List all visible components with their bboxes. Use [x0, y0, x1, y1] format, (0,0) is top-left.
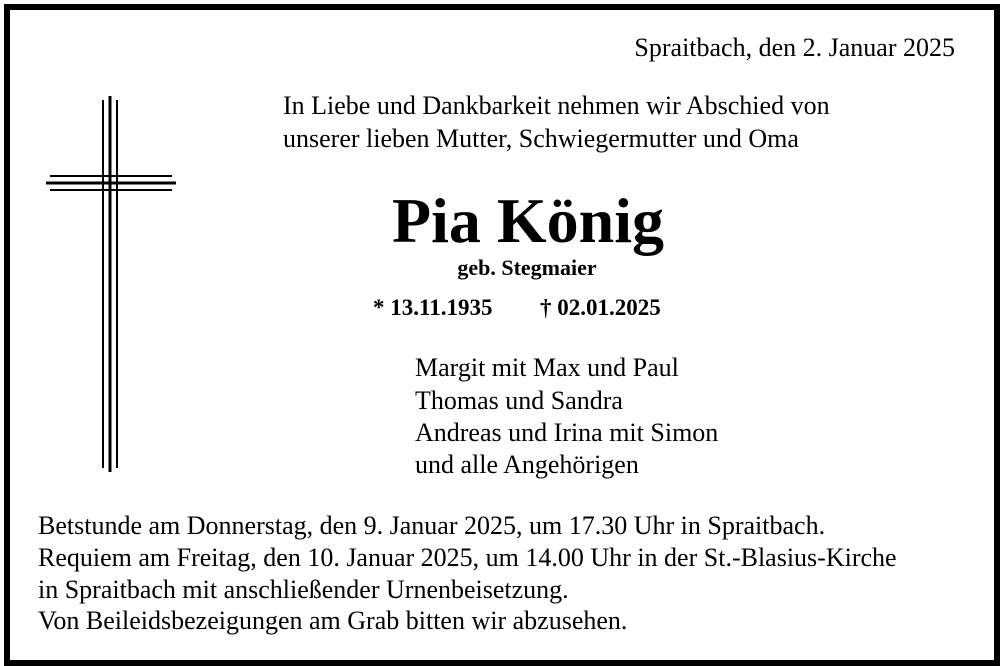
- mourner-line: Margit mit Max und Paul: [415, 353, 679, 382]
- deceased-name: Pia König: [391, 185, 665, 256]
- death-date: † 02.01.2025: [540, 295, 661, 320]
- cross-icon: [46, 96, 176, 476]
- intro-line: unserer lieben Mutter, Schwiegermutter und Oma: [283, 124, 799, 153]
- service-line: Requiem am Freitag, den 10. Januar 2025, um 14.00 Uhr in der St.-Blasius-Kirche: [38, 543, 897, 572]
- service-line: in Spraitbach mit anschließender Urnenbeisetzung.: [38, 575, 569, 604]
- maiden-name: geb. Stegmaier: [457, 255, 597, 280]
- service-line: Von Beileidsbezeigungen am Grab bitten wir abzusehen.: [38, 606, 628, 635]
- mourner-line: Andreas und Irina mit Simon: [415, 418, 719, 447]
- intro-line: In Liebe und Dankbarkeit nehmen wir Abschied von: [283, 91, 830, 120]
- service-line: Betstunde am Donnerstag, den 9. Januar 2025, um 17.30 Uhr in Spraitbach.: [38, 511, 826, 540]
- mourner-line: und alle Angehörigen: [415, 450, 639, 479]
- birth-date: * 13.11.1935: [373, 295, 493, 320]
- place-date: Spraitbach, den 2. Januar 2025: [634, 33, 955, 62]
- mourner-line: Thomas und Sandra: [415, 386, 623, 415]
